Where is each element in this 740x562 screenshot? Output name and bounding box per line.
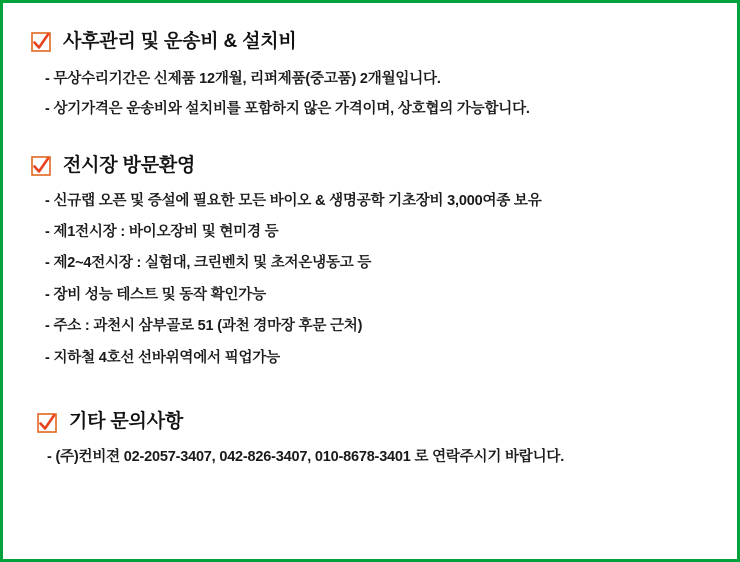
section-body	[31, 68, 709, 121]
checkbox-check-icon	[31, 32, 51, 52]
checkbox-check-icon	[31, 156, 51, 176]
section-body	[31, 446, 709, 468]
list-item: - 상기가격은 운송비와 설치비를 포함하지 않은 가격이며, 상호협의 가능합니다.	[45, 101, 530, 118]
section-body	[31, 190, 709, 370]
section-title: 전시장 방문환영	[63, 154, 196, 176]
section-showroom	[31, 155, 709, 370]
list-item: - 장비 성능 테스트 및 동작 확인가능	[45, 286, 266, 303]
list-item: - 주소 : 과천시 삼부골로 51 (과천 경마장 후문 근처)	[45, 318, 363, 335]
section-header	[31, 411, 709, 434]
checkbox-check-icon	[37, 413, 57, 433]
list-item: - (주)컨비젼 02-2057-3407, 042-826-3407, 010-8678-3401 로 연락주시기 바랍니다.	[47, 449, 565, 466]
section-title: 사후관리 및 운송비 & 설치비	[63, 31, 297, 52]
section-title: 기타 문의사항	[69, 411, 184, 433]
section-after-service	[31, 31, 709, 121]
section-header	[31, 155, 709, 178]
list-item: - 신규랩 오픈 및 증설에 필요한 모든 바이오 & 생명공학 기초장비 3,000여종 보유	[45, 192, 542, 209]
section-header	[31, 31, 709, 54]
list-item: - 제1전시장 : 바이오장비 및 현미경 등	[45, 224, 279, 240]
list-item: - 무상수리기간은 신제품 12개월, 리퍼제품(중고품) 2개월입니다.	[45, 70, 441, 87]
section-inquiry	[31, 411, 709, 468]
list-item: - 지하철 4호선 선바위역에서 픽업가능	[45, 349, 280, 366]
list-item: - 제2~4전시장 : 실험대, 크린벤치 및 초저온냉동고 등	[45, 255, 372, 272]
